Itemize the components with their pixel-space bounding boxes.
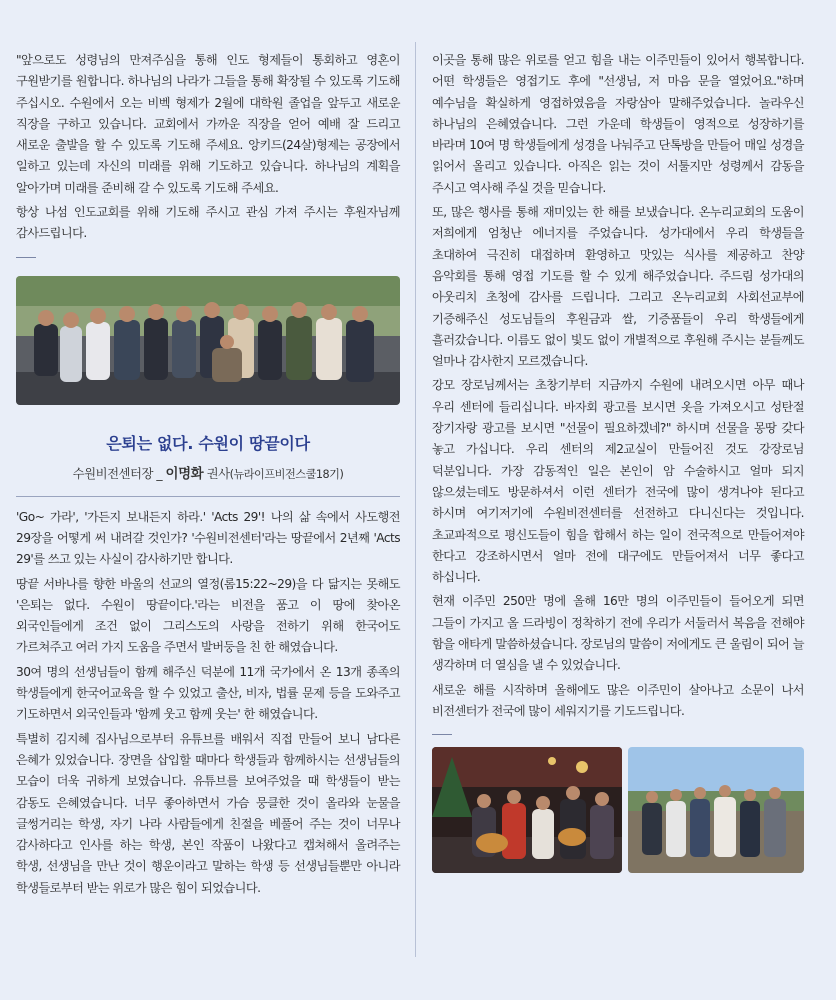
right-paragraph-1: 이곳을 통해 많은 위로를 얻고 힘을 내는 이주민들이 있어서 행복합니다. 어떤 학생들은 영접기도 후에 "선생님, 저 마음 문을 열었어요."하며 예수님을 확실하게 영접하였음을 자랑삼아 말해주었습니다. 놀라우신 하나님의 은혜였습니다. 그런 가운데 학생들이 영적으로 성장하기를 바라며 10여 명 학생들에게 성경을 나눠주고 단톡방을 만들어 매일 성경을 읽어서 올리고 있습니다. 아직은 읽는 것이 서툴지만 성령께서 감동을 주시고 역사해 주실 것을 믿습니다. <box>432 53 804 195</box>
section-dash <box>16 257 36 258</box>
section-dash-right <box>432 734 452 735</box>
intro-paragraph-1: "앞으로도 성령님의 만져주심을 통해 인도 형제들이 통회하고 영혼이 구원받기를 원합니다. 하나님의 나라가 그들을 통해 확장될 수 있도록 기도해 주십시오. 수원에서 오는 비벡 형제가 2월에 대학원 졸업을 앞두고 새로운 직장을 구하고 있습니다. 교회에서 가까운 직장을 얻어 예배 잘 드리고 새로운 출발을 할 수 있도록 기도해 주세요. 앙키드(24살)형제는 공장에서 일하고 있는데 자신의 미래를 위해 기도하고 있습니다. 하나님의 계획을 알아가며 미래를 준비해 갈 수 있도록 기도해 주세요. <box>16 53 400 195</box>
right-paragraph-3: 강모 장로님께서는 초창기부터 지금까지 수원에 내려오시면 아무 때나 우리 센터에 들리십니다. 바자회 광고를 보시면 옷을 가져오시고 성탄절 장기자랑 광고를 보시면 "선물이 필요하겠네?" 하시며 선물을 몽땅 갖다 놓고 가십니다. 우리 센터의 제2교실이 만들어진 것도 강장로님 덕분입니다. 가장 감동적인 일은 본인이 암 수술하시고 얼마 되지 않으셨는데도 방문하셔서 이런 센터가 전국에 많이 생겨나야 된다고 하시며 여기저기에 수원비전센터를 선전하고 다니신다는 것입니다. 초교파적으로 평신도들이 힘을 합해서 하는 일이 전국적으로 만들어져야 한다고 강조하시면서 얼마 전에 대구에도 만들어져서 너무 좋다고 하십니다. <box>432 378 804 585</box>
body-paragraph-1: 'Go~ 가라', '가든지 보내든지 하라.' 'Acts 29'! 나의 삶 속에서 사도행전 29장을 어떻게 써 내려갈 것인가? '수원비전센터'라는 땅끝에서 2년째 'Acts 29'를 쓰고 있는 사실이 감사하기만 합니다. <box>16 509 400 567</box>
byline-name: 이명화 <box>165 465 204 482</box>
christmas-party-photo <box>432 747 622 873</box>
photo-row <box>432 747 804 873</box>
right-column <box>432 50 804 873</box>
outdoor-group-photo <box>628 747 804 873</box>
body-paragraph-4: 특별히 김지혜 집사님으로부터 유튜브를 배워서 직접 만들어 보니 남다른 은혜가 있었습니다. 장면을 삽입할 때마다 학생들과 함께하시는 선생님들의 모습이 더욱 귀하게 보였습니다. 유튜브를 보여주었을 때 학생들이 받는 감동도 은혜였습니다. 너무 좋아하면서 가슴 뭉클한 것이 올라와 눈물을 글썽거리는 학생, 자기 나라 사람들에게 친절을 베풀어 주는 것이 너무나 감사하다고 인사를 하는 학생, 본인 작품이 나왔다고 캡쳐해서 올려주는 학생, 선생님을 만난 것이 행운이라고 말하는 학생 등 선생님들뿐만 아니라 학생들로부터 받는 위로가 많은 힘이 되었습니다. <box>16 731 400 895</box>
article-title: 은퇴는 없다. 수원이 땅끝이다 <box>106 433 310 453</box>
left-column <box>16 50 400 902</box>
article-byline <box>16 462 400 482</box>
body-paragraph-3: 30여 명의 선생님들이 함께 해주신 덕분에 11개 국가에서 온 13개 종족의 학생들에게 한국어교육을 할 수 있었고 출산, 비자, 법률 문제 등을 도와주고 기도하면서 외국인들과 '함께 웃고 함께 웃는' 한 해였습니다. <box>16 664 400 722</box>
body-paragraph-2: 땅끝 서바나를 향한 바울의 선교의 열정(롬15:22~29)을 다 닮지는 못해도 '은퇴는 없다. 수원이 땅끝이다.'라는 비전을 품고 이 땅에 찾아온 외국인들에게 조건 없이 그리스도의 사랑을 전하기 위해 한국어도 가르쳐주고 여러 가지 도움을 주면서 발버둥을 친 한 해였습니다. <box>16 576 400 655</box>
byline-role: 수원비전센터장 _ <box>72 465 163 481</box>
right-paragraph-5: 새로운 해를 시작하며 올해에도 많은 이주민이 살아나고 소문이 나서 비전센터가 전국에 많이 세워지기를 기도드립니다. <box>432 682 804 718</box>
right-paragraph-2: 또, 많은 행사를 통해 재미있는 한 해를 보냈습니다. 온누리교회의 도움이 저희에게 엄청난 에너지를 주었습니다. 성가대에서 우리 학생들을 초대하여 극진히 대접하며 환영하고 맛있는 식사를 제공하고 찬양 음악회를 통해 영접 기도를 할 수 있게 해주었습니다. 주드림 성가대의 아웃리치 초청에 감사를 드립니다. 그리고 온누리교회 사회선교부에 기증해주신 성도님들의 후원금과 쌀, 기증품들이 우리 학생들에게 흘러갔습니다. 이름도 없이 빛도 없이 개별적으로 후원해 주시는 분들께도 얼마나 감사한지 모르겠습니다. <box>432 205 804 369</box>
byline-title: 권사 <box>206 465 230 481</box>
right-paragraph-4: 현재 이주민 250만 명에 올해 16만 명의 이주민들이 들어오게 되면 그들이 가지고 올 드라빙이 정착하기 전에 우리가 서둘러서 복음을 전해야 함을 애타게 말씀하셨습니다. 장로님의 말씀이 저에게도 큰 울림이 되어 늘 생각하며 더 열심을 낼 수 있었습니다. <box>432 594 804 673</box>
column-divider <box>415 42 416 957</box>
group-photo <box>16 276 400 405</box>
byline-paren: (뉴라이프비전스쿨18기) <box>229 467 344 481</box>
intro-paragraph-2: 항상 나섬 인도교회를 위해 기도해 주시고 관심 가져 주시는 후원자님께 감사드립니다. <box>16 205 400 241</box>
title-rule <box>16 496 400 497</box>
